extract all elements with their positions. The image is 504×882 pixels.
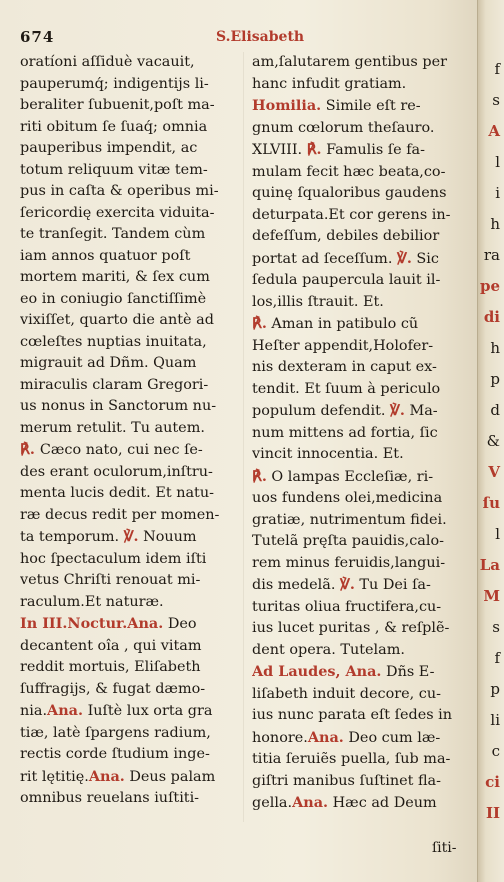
text-line xyxy=(252,792,460,815)
edge-letter: c xyxy=(491,742,500,760)
text-line xyxy=(20,310,235,332)
text-line xyxy=(252,205,460,227)
body-text: dent opera. Tutelam. xyxy=(252,641,405,658)
body-text: Tutelã pręſta pauidis,calo- xyxy=(252,533,444,549)
catchword: ſiti- xyxy=(432,840,457,856)
text-line xyxy=(20,52,235,74)
body-text: hanc infudit gratiam. xyxy=(252,75,407,92)
text-line xyxy=(20,483,235,505)
text-line xyxy=(20,375,235,397)
text-line xyxy=(20,138,235,160)
body-text: quinę ſqualoribus gaudens xyxy=(252,185,447,201)
body-text: cœleſtes nuptias inuitata, xyxy=(20,333,207,350)
text-line xyxy=(20,549,235,571)
body-text: beraliter ſubuenit,poſt ma- xyxy=(20,97,215,113)
edge-letter: & xyxy=(486,432,500,450)
right-text-column xyxy=(252,52,460,815)
edge-letter: h xyxy=(490,215,500,233)
edge-letter: M xyxy=(483,587,500,605)
body-text: O lampas Eccleſiæ, ri- xyxy=(266,468,434,485)
text-line xyxy=(20,613,235,636)
body-text: vincit innocentia. Et. xyxy=(252,446,404,462)
text-line xyxy=(252,640,460,662)
text-line xyxy=(20,657,235,679)
body-text: dis medelã. xyxy=(252,577,340,593)
body-text: Deo cum læ- xyxy=(343,729,441,746)
text-line xyxy=(252,574,460,597)
text-line xyxy=(252,95,460,118)
body-text: defeſſum, debiles debilior xyxy=(252,228,440,244)
body-text: honore. xyxy=(252,729,308,746)
edge-letter: s xyxy=(492,618,500,636)
body-text: omnibus reuelans iuſtiti- xyxy=(20,790,200,806)
edge-letter: li xyxy=(490,711,500,729)
body-text: rem minus feruidis,langui- xyxy=(252,554,446,571)
text-line xyxy=(20,117,235,139)
text-line xyxy=(252,292,460,314)
left-text-column xyxy=(20,52,235,810)
body-text: ræ decus redit per momen- xyxy=(20,506,220,523)
text-line xyxy=(252,727,460,750)
text-line xyxy=(20,418,235,440)
text-line xyxy=(20,95,235,117)
edge-letter: ra xyxy=(483,246,500,264)
facing-page-edge xyxy=(477,0,504,882)
body-text: gratiæ, nutrimentum fidei. xyxy=(252,511,447,528)
edge-letter: f xyxy=(494,60,500,78)
text-line xyxy=(20,439,235,462)
body-text: Aman in patibulo cũ xyxy=(266,316,419,332)
body-text: Ma- xyxy=(404,403,438,419)
body-text: Iuſtè lux orta gra xyxy=(83,703,213,719)
text-line xyxy=(20,636,235,658)
body-text: los,illis ſtrauit. Et. xyxy=(252,293,384,310)
body-text: populum defendit. xyxy=(252,403,391,419)
text-line xyxy=(252,423,460,445)
body-text: te tranſegit. Tandem cùm xyxy=(20,226,206,242)
edge-letter: f xyxy=(494,649,500,667)
body-text: Simile eſt re- xyxy=(321,98,421,114)
text-line xyxy=(20,723,235,745)
body-text: ius nunc parata eſt ſedes in xyxy=(252,707,453,723)
rubric-text: Ana. xyxy=(47,702,83,719)
text-line xyxy=(252,379,460,401)
text-line xyxy=(252,248,460,271)
body-text: Tu Dei ſa- xyxy=(354,577,431,593)
text-line xyxy=(20,700,235,723)
body-text: ius lucet puritas , & reſplẽ- xyxy=(252,620,450,636)
rubric-text: ℟. xyxy=(252,467,267,485)
running-title: S.Elisabeth xyxy=(216,29,305,45)
rubric-text: ℣. xyxy=(123,528,139,545)
text-line xyxy=(20,246,235,268)
text-line xyxy=(20,505,235,527)
text-line xyxy=(252,183,460,205)
edge-letter: l xyxy=(495,153,500,171)
text-line xyxy=(252,162,460,184)
body-text: titia ſeruiẽs puella, ſub ma- xyxy=(252,751,451,767)
text-line xyxy=(252,488,460,510)
body-text: ſericordię exercita viduita- xyxy=(20,204,215,221)
text-line xyxy=(252,444,460,466)
text-line xyxy=(20,160,235,182)
text-line xyxy=(252,771,460,793)
body-text: num mittens ad fortia, ſic xyxy=(252,424,438,441)
text-line xyxy=(20,766,235,789)
text-line xyxy=(252,226,460,248)
rubric-text: ℣. xyxy=(396,249,412,267)
body-text: Cæco nato, cui nec ſe- xyxy=(39,442,203,458)
body-text: mulam fecit hæc beata,co- xyxy=(252,163,446,180)
text-line xyxy=(252,531,460,553)
text-line xyxy=(252,618,460,640)
body-text: vixiſſet, quarto die antè ad xyxy=(20,312,214,328)
body-text: ſedula paupercula lauit il- xyxy=(252,272,441,288)
rubric-text: Ana. xyxy=(88,767,125,785)
rubric-text: ℟. xyxy=(306,141,322,158)
text-line xyxy=(20,570,235,592)
body-text: vetus Chriſti renouat mi- xyxy=(20,572,201,588)
rubric-text: ℣. xyxy=(340,576,355,593)
text-line xyxy=(252,466,460,489)
body-text: portat ad ſeceſſum. xyxy=(252,250,397,267)
text-line xyxy=(20,74,235,96)
rubric-text: Ad Laudes, Ana. xyxy=(252,663,382,680)
body-text: Famulis ſe fa- xyxy=(321,142,425,158)
text-line xyxy=(252,705,460,727)
body-text: riti obitum ſe ſuaq́; omnia xyxy=(20,118,208,135)
body-text: reddit mortuis, Eliſabeth xyxy=(20,659,201,675)
edge-letter: d xyxy=(490,401,500,419)
body-text: rectis corde ſtudium inge- xyxy=(20,746,210,762)
body-text: migrauit ad Dñm. Quam xyxy=(20,355,197,371)
text-line xyxy=(252,313,460,336)
edge-letter: ci xyxy=(485,773,500,791)
body-text: Deo xyxy=(163,616,197,632)
body-text: Sic xyxy=(411,250,439,267)
body-text: Heſter appendit,Holofer- xyxy=(252,337,434,354)
body-text: nia. xyxy=(20,703,48,719)
edge-letter: ſu xyxy=(482,494,500,512)
body-text: XLVIII. xyxy=(252,142,307,158)
column-gutter xyxy=(243,52,244,822)
body-text: nis dexteram in caput ex- xyxy=(252,359,437,375)
edge-letter: La xyxy=(479,556,500,574)
body-text: Hæc ad Deum xyxy=(328,795,437,811)
text-line xyxy=(252,684,460,706)
text-line xyxy=(252,553,460,575)
text-line xyxy=(20,396,235,418)
edge-letter: s xyxy=(492,91,500,109)
rubric-text: ℣. xyxy=(390,402,405,419)
edge-letter: h xyxy=(490,339,500,357)
text-line xyxy=(20,332,235,354)
body-text: raculum.Et naturæ. xyxy=(20,593,164,610)
rubric-text: Ana. xyxy=(307,728,344,746)
body-text: turitas oliua fructifera,cu- xyxy=(252,598,442,615)
rubric-text: Ana. xyxy=(292,794,329,811)
text-line xyxy=(252,661,460,684)
rubric-text: ℟. xyxy=(252,315,267,332)
body-text: ſuffragijs, & fugat dæmo- xyxy=(20,680,206,697)
body-text: ta temporum. xyxy=(20,529,124,545)
rubric-text: ℟. xyxy=(20,441,40,458)
body-text: gella. xyxy=(252,795,293,811)
body-text: totum reliquum vitæ tem- xyxy=(20,161,208,178)
body-text: Nouum xyxy=(138,529,197,545)
text-line xyxy=(252,510,460,532)
body-text: am,ſalutarem gentibus per xyxy=(252,54,447,70)
body-text: us nonus in Sanctorum nu- xyxy=(20,398,217,414)
text-line xyxy=(252,357,460,379)
body-text: iam annos quatuor poſt xyxy=(20,247,191,264)
body-text: giſtri manibus ſuſtinet fla- xyxy=(252,772,442,789)
edge-letter: i xyxy=(495,184,500,202)
text-line xyxy=(252,597,460,619)
edge-letter: II xyxy=(485,804,500,822)
body-text: mortem mariti, & ſex cum xyxy=(20,269,210,285)
edge-letter: A xyxy=(488,122,500,140)
body-text: des erant oculorum,inſtru- xyxy=(20,463,213,480)
body-text: merum retulit. Tu autem. xyxy=(20,419,205,436)
text-line xyxy=(20,679,235,701)
edge-letter: p xyxy=(490,680,500,698)
edge-letter: l xyxy=(495,525,500,543)
body-text: gnum cœlorum theſauro. xyxy=(252,119,435,136)
body-text: pauperumq́; indigentijs li- xyxy=(20,75,209,92)
body-text: eo in coniugio ſanctiſſimè xyxy=(20,290,207,307)
body-text: hoc ſpectaculum idem iſti xyxy=(20,550,207,567)
page-header xyxy=(14,24,464,50)
text-line xyxy=(20,203,235,225)
text-line xyxy=(252,74,460,96)
edge-letter: V xyxy=(488,463,500,481)
text-line xyxy=(20,289,235,311)
body-text: menta lucis dedit. Et natu- xyxy=(20,485,214,501)
text-line xyxy=(252,118,460,140)
body-text: deturpata.Et cor gerens in- xyxy=(252,206,451,223)
body-text: miraculis claram Gregori- xyxy=(20,376,209,393)
body-text: pus in caſta & operibus mi- xyxy=(20,183,219,199)
rubric-text: Homilia. xyxy=(252,97,322,114)
edge-letter: p xyxy=(490,370,500,388)
text-line xyxy=(20,267,235,289)
body-text: Dñs E- xyxy=(381,664,435,680)
text-line xyxy=(20,462,235,484)
text-line xyxy=(252,52,460,74)
body-text: uos fundens olei,medicina xyxy=(252,490,443,506)
text-line xyxy=(252,749,460,771)
text-line xyxy=(20,181,235,203)
edge-letter: pe xyxy=(479,277,500,295)
text-line xyxy=(20,788,235,810)
text-line xyxy=(20,744,235,766)
text-line xyxy=(252,336,460,358)
page-number: 674 xyxy=(20,28,55,46)
edge-letter: di xyxy=(483,308,500,326)
text-line xyxy=(20,592,235,614)
body-text: Deus palam xyxy=(124,768,216,785)
rubric-text: In III.Noctur.Ana. xyxy=(20,615,164,632)
text-line xyxy=(252,400,460,423)
text-line xyxy=(20,526,235,549)
text-line xyxy=(252,139,460,162)
body-text: oratíoni aſſiduè vacauit, xyxy=(20,54,195,70)
body-text: tiæ, latè ſpargens radium, xyxy=(20,724,211,741)
body-text: rit lętitię. xyxy=(20,768,89,785)
body-text: liſabeth induit decore, cu- xyxy=(252,685,441,702)
body-text: decantent oîa , qui vitam xyxy=(20,637,202,654)
text-line xyxy=(20,353,235,375)
body-text: pauperibus impendit, ac xyxy=(20,140,198,156)
body-text: tendit. Et ſuum à periculo xyxy=(252,380,441,397)
text-line xyxy=(20,224,235,246)
text-line xyxy=(252,270,460,292)
